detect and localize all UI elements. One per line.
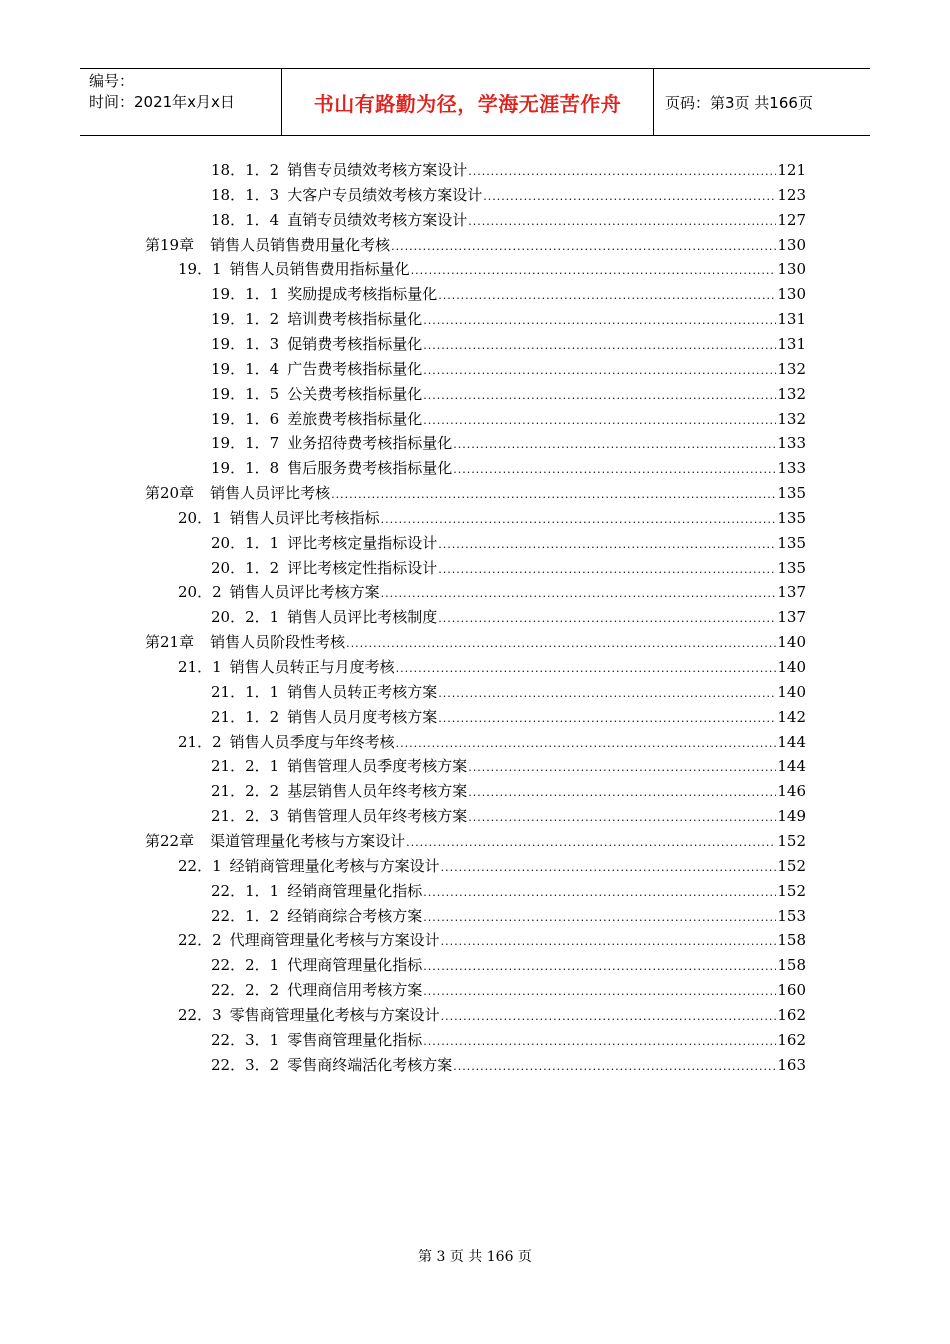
toc-entry-title: 销售人员季度与年终考核 — [229, 732, 395, 751]
toc-leader-dots — [438, 682, 776, 706]
toc-entry-number: 21．1．1 — [211, 682, 280, 701]
toc-entry-page: 135 — [777, 508, 806, 527]
toc-entry-title: 评比考核定性指标设计 — [287, 558, 438, 577]
toc-leader-dots — [423, 384, 776, 408]
toc-entry[interactable] — [211, 183, 806, 207]
toc-entry-title: 销售人员转正与月度考核 — [229, 658, 395, 676]
toc-entry-title: 销售管理人员年终考核方案 — [287, 807, 468, 826]
toc-entry-page: 140 — [777, 633, 806, 652]
toc-leader-dots — [346, 632, 776, 656]
toc-entry-number: 第21章 — [145, 633, 195, 652]
toc-entry-page: 132 — [777, 384, 806, 403]
toc-entry-title: 销售人员销售费用量化考核 — [210, 235, 391, 254]
toc-leader-dots — [438, 707, 776, 731]
toc-leader-dots — [438, 533, 776, 557]
toc-leader-dots — [438, 607, 776, 631]
toc-entry-page: 140 — [777, 658, 806, 676]
toc-entry-page: 163 — [777, 1055, 806, 1074]
toc-entry[interactable] — [178, 580, 806, 604]
toc-entry-page: 142 — [777, 707, 806, 726]
toc-entry[interactable] — [211, 1053, 806, 1077]
toc-entry-title: 经销商管理量化指标 — [287, 881, 423, 900]
toc-entry-number: 19．1．8 — [211, 459, 280, 478]
toc-entry-title: 公关费考核指标量化 — [287, 384, 423, 403]
toc-leader-dots — [396, 732, 777, 756]
header-motto: 书山有路勤为径，学海无涯苦作舟 — [282, 69, 654, 135]
toc-entry[interactable] — [178, 854, 806, 878]
toc-leader-dots — [468, 806, 776, 830]
toc-entry-number: 22．3．1 — [211, 1030, 280, 1049]
toc-leader-dots — [423, 1030, 776, 1054]
toc-leader-dots — [331, 483, 776, 507]
toc-entry-title: 销售人员月度考核方案 — [287, 707, 438, 726]
toc-entry-title: 大客户专员绩效考核方案设计 — [287, 185, 483, 204]
toc-entry-page: 149 — [777, 807, 806, 826]
toc-entry[interactable] — [211, 357, 806, 381]
toc-entry[interactable] — [178, 257, 806, 281]
toc-entry-number: 21．1．2 — [211, 707, 280, 726]
toc-entry-page: 158 — [777, 931, 806, 950]
toc-leader-dots — [423, 409, 776, 433]
toc-entry-title: 销售人员评比考核指标 — [229, 508, 380, 527]
toc-leader-dots — [391, 235, 776, 259]
toc-entry[interactable] — [211, 953, 806, 977]
toc-entry[interactable] — [178, 506, 806, 530]
toc-entry-title: 代理商信用考核方案 — [287, 981, 423, 1000]
toc-entry[interactable] — [178, 655, 806, 679]
toc-entry-title: 零售商管理量化考核与方案设计 — [229, 1005, 440, 1024]
toc-entry-page: 162 — [777, 1030, 806, 1049]
toc-leader-dots — [423, 906, 776, 930]
toc-entry[interactable] — [211, 382, 806, 406]
toc-entry[interactable] — [178, 1003, 806, 1027]
toc-entry[interactable] — [211, 332, 806, 356]
toc-entry-title: 销售人员转正考核方案 — [287, 682, 438, 701]
toc-entry-number: 21．1 — [178, 658, 222, 676]
page-header — [80, 68, 870, 136]
toc-entry-page: 130 — [777, 285, 806, 304]
toc-entry-number: 19．1．5 — [211, 384, 280, 403]
toc-entry-title: 基层销售人员年终考核方案 — [287, 782, 468, 801]
toc-entry[interactable] — [211, 1028, 806, 1052]
toc-entry[interactable] — [178, 928, 806, 952]
toc-entry-title: 销售专员绩效考核方案设计 — [287, 161, 468, 179]
toc-leader-dots — [423, 955, 776, 979]
toc-entry-page: 131 — [777, 310, 806, 329]
toc-entry-number: 22．1．2 — [211, 906, 280, 925]
header-meta — [80, 69, 282, 135]
toc-entry-page: 133 — [777, 459, 806, 478]
toc-entry[interactable] — [145, 829, 806, 853]
toc-entry-page: 144 — [777, 732, 806, 751]
toc-entry[interactable] — [211, 605, 806, 629]
toc-entry-page: 162 — [777, 1005, 806, 1024]
toc-leader-dots — [438, 284, 776, 308]
toc-leader-dots — [423, 359, 776, 383]
toc-entry[interactable] — [211, 158, 806, 182]
toc-entry-page: 133 — [777, 434, 806, 453]
toc-entry-number: 第19章 — [145, 235, 195, 254]
toc-entry-page: 131 — [777, 334, 806, 353]
toc-entry-title: 促销费考核指标量化 — [287, 334, 423, 353]
toc-entry[interactable] — [211, 705, 806, 729]
toc-entry-title: 渠道管理量化考核与方案设计 — [210, 831, 406, 850]
toc-leader-dots — [468, 756, 776, 780]
toc-entry[interactable] — [145, 233, 806, 257]
toc-entry-title: 奖励提成考核指标量化 — [287, 285, 438, 304]
toc-leader-dots — [423, 980, 776, 1004]
toc-leader-dots — [423, 334, 776, 358]
toc-entry[interactable] — [211, 680, 806, 704]
toc-entry[interactable] — [211, 208, 806, 232]
toc-entry-page: 153 — [777, 906, 806, 925]
toc-leader-dots — [453, 458, 776, 482]
toc-entry-number: 21．2．1 — [211, 757, 280, 776]
toc-entry-page: 135 — [777, 533, 806, 552]
toc-entry-number: 22．2．2 — [211, 981, 280, 1000]
toc-entry-page: 135 — [777, 484, 806, 503]
toc-entry-title: 代理商管理量化考核与方案设计 — [229, 931, 440, 950]
toc-entry-title: 经销商管理量化考核与方案设计 — [229, 856, 440, 875]
toc-entry-title: 直销专员绩效考核方案设计 — [287, 210, 468, 229]
toc-leader-dots — [453, 1055, 776, 1079]
toc-entry-title: 代理商管理量化指标 — [287, 956, 423, 975]
toc-entry-number: 19．1．3 — [211, 334, 280, 353]
toc-entry-number: 22．2 — [178, 931, 222, 950]
toc-entry-number: 21．2 — [178, 732, 222, 751]
toc-entry-title: 评比考核定量指标设计 — [287, 533, 438, 552]
toc-entry-page: 130 — [777, 260, 806, 279]
toc-entry-title: 销售人员评比考核制度 — [287, 608, 438, 627]
toc-leader-dots — [468, 210, 776, 234]
toc-entry[interactable] — [211, 804, 806, 828]
toc-entry-number: 19．1．4 — [211, 359, 280, 378]
header-number-label: 编号： — [89, 72, 135, 90]
toc-entry-number: 19．1．1 — [211, 285, 280, 304]
toc-leader-dots — [381, 508, 777, 532]
toc-entry-number: 20．2．1 — [211, 608, 280, 627]
toc-entry[interactable] — [145, 481, 806, 505]
toc-entry-page: 158 — [777, 956, 806, 975]
header-page-label: 页码：第3页 共166页 — [665, 93, 813, 112]
toc-entry-number: 22．2．1 — [211, 956, 280, 975]
toc-entry[interactable] — [211, 531, 806, 555]
toc-entry-number: 21．2．2 — [211, 782, 280, 801]
toc-entry-title: 差旅费考核指标量化 — [287, 409, 423, 428]
toc-entry-page: 160 — [777, 981, 806, 1000]
toc-entry-number: 22．1．1 — [211, 881, 280, 900]
toc-entry[interactable] — [211, 407, 806, 431]
toc-entry-number: 19．1．2 — [211, 310, 280, 329]
toc-entry-number: 第20章 — [145, 484, 195, 503]
toc-entry-page: 127 — [777, 210, 806, 229]
toc-entry-number: 22．1 — [178, 856, 222, 875]
toc-leader-dots — [453, 433, 776, 457]
toc-leader-dots — [441, 1005, 777, 1029]
toc-entry[interactable] — [211, 307, 806, 331]
toc-entry[interactable] — [211, 754, 806, 778]
toc-entry-title: 销售人员销售费用指标量化 — [229, 260, 410, 279]
toc-entry-number: 22．3 — [178, 1005, 222, 1024]
header-time-label: 时间：2021年x月x日 — [89, 93, 235, 111]
toc-entry-page: 144 — [777, 757, 806, 776]
toc-entry-page: 132 — [777, 359, 806, 378]
toc-entry-number: 20．1 — [178, 508, 222, 527]
toc-entry-number: 19．1．6 — [211, 409, 280, 428]
toc-entry-title: 销售人员阶段性考核 — [210, 633, 346, 652]
toc-leader-dots — [406, 831, 776, 855]
toc-entry-title: 培训费考核指标量化 — [287, 310, 423, 329]
toc-entry-number: 19．1．7 — [211, 434, 280, 453]
toc-entry-title: 售后服务费考核指标量化 — [287, 459, 453, 478]
toc-entry[interactable] — [211, 456, 806, 480]
toc-leader-dots — [483, 185, 776, 209]
toc-entry[interactable] — [211, 556, 806, 580]
toc-leader-dots — [468, 160, 776, 184]
toc-entry-page: 152 — [777, 881, 806, 900]
toc-entry-number: 22．3．2 — [211, 1055, 280, 1074]
toc-entry-number: 18．1．3 — [211, 185, 280, 204]
toc-entry[interactable] — [211, 282, 806, 306]
toc-entry-title: 经销商综合考核方案 — [287, 906, 423, 925]
toc-entry-page: 123 — [777, 185, 806, 204]
toc-entry-number: 20．1．1 — [211, 533, 280, 552]
toc-entry[interactable] — [211, 779, 806, 803]
toc-leader-dots — [411, 259, 777, 283]
page-footer: 第 3 页 共 166 页 — [418, 1249, 532, 1265]
toc-entry-page: 152 — [777, 856, 806, 875]
toc-entry-title: 销售人员评比考核方案 — [229, 583, 380, 602]
toc-leader-dots — [441, 856, 777, 880]
toc-entry[interactable] — [211, 431, 806, 455]
toc-entry-title: 零售商管理量化指标 — [287, 1030, 423, 1049]
toc-leader-dots — [468, 781, 776, 805]
toc-entry-title: 销售管理人员季度考核方案 — [287, 757, 468, 776]
toc-entry-number: 20．2 — [178, 583, 222, 602]
toc-entry-number: 18．1．4 — [211, 210, 280, 229]
toc-entry-page: 137 — [777, 583, 806, 602]
toc-entry-title: 零售商终端活化考核方案 — [287, 1055, 453, 1074]
toc-leader-dots — [423, 309, 776, 333]
toc-leader-dots — [438, 558, 776, 582]
toc-entry[interactable] — [178, 730, 806, 754]
toc-entry[interactable] — [211, 978, 806, 1002]
toc-entry-title: 销售人员评比考核 — [210, 484, 331, 503]
toc-entry-page: 146 — [777, 782, 806, 801]
toc-entry-page: 132 — [777, 409, 806, 428]
toc-entry[interactable] — [145, 630, 806, 654]
toc-entry[interactable] — [211, 904, 806, 928]
toc-entry-number: 20．1．2 — [211, 558, 280, 577]
toc-leader-dots — [441, 930, 777, 954]
toc-entry-number: 21．2．3 — [211, 807, 280, 826]
toc-entry-number: 18．1．2 — [211, 161, 280, 179]
toc-entry[interactable] — [211, 879, 806, 903]
toc-entry-page: 137 — [777, 608, 806, 627]
toc-entry-page: 152 — [777, 831, 806, 850]
toc-entry-page: 130 — [777, 235, 806, 254]
toc-entry-page: 140 — [777, 682, 806, 701]
toc-entry-number: 19．1 — [178, 260, 222, 279]
toc-leader-dots — [423, 881, 776, 905]
toc-entry-page: 121 — [777, 161, 806, 179]
toc-leader-dots — [396, 657, 777, 681]
toc-leader-dots — [381, 582, 777, 606]
toc-entry-number: 第22章 — [145, 831, 195, 850]
toc-entry-title: 广告费考核指标量化 — [287, 359, 423, 378]
toc-entry-page: 135 — [777, 558, 806, 577]
toc-entry-title: 业务招待费考核指标量化 — [287, 434, 453, 453]
